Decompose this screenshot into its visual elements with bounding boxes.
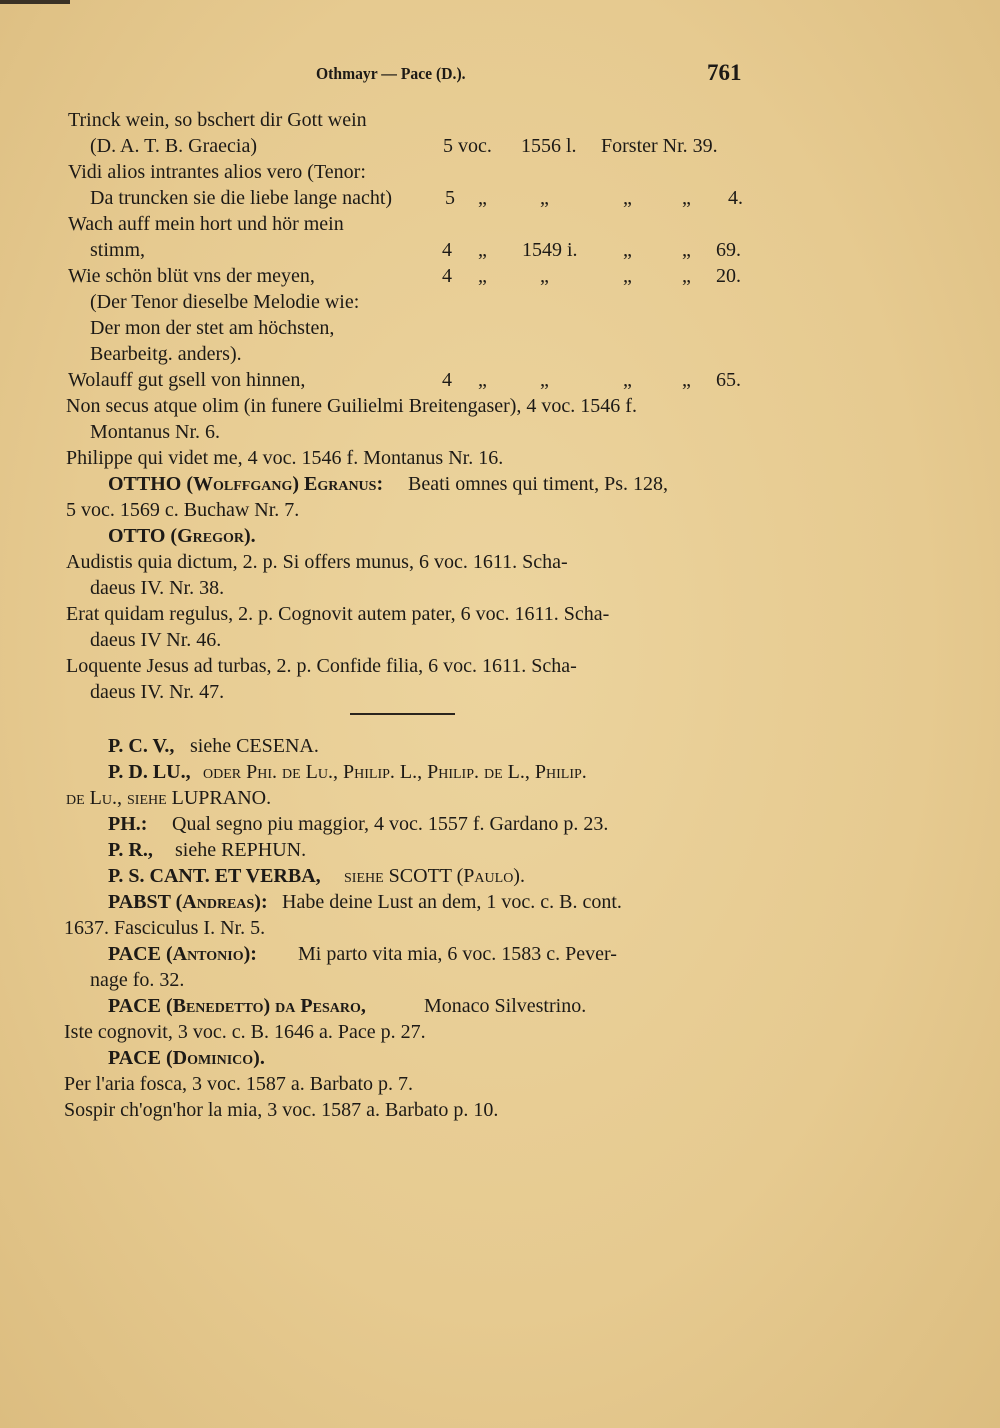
section-divider (350, 713, 455, 715)
top-edge-mark (0, 0, 70, 4)
page-number: 761 (707, 60, 742, 85)
running-header (0, 60, 1000, 94)
header-title: Othmayr — Pace (D.). (316, 64, 466, 83)
